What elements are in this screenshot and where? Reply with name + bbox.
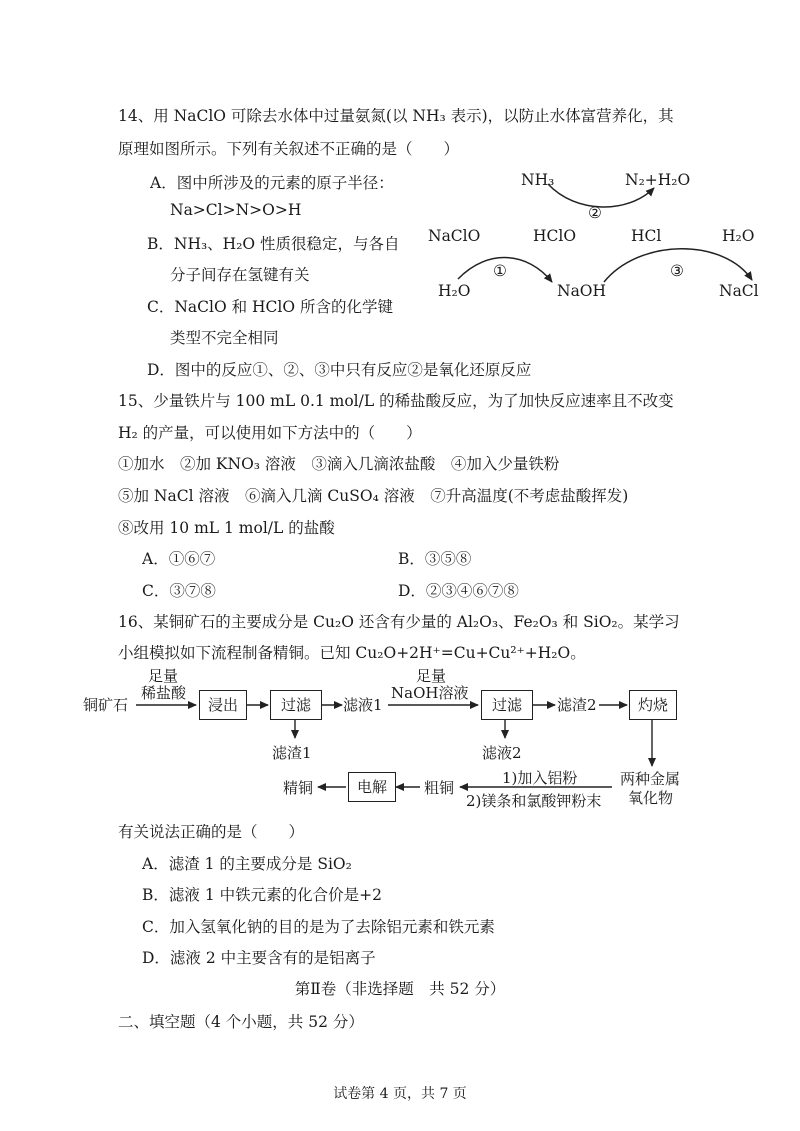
flow-box-roast: 灼烧 [629,690,677,720]
flow-box-leach: 浸出 [199,690,247,720]
diagram-mark-3: ③ [670,262,684,280]
section2-title: 第Ⅱ卷（非选择题 共 52 分） [294,980,506,998]
q15-option-d: D．②③④⑥⑦⑧ [398,582,519,600]
q14-option-b-line1: B．NH₃、H₂O 性质很稳定，与各自 [147,235,400,253]
q14-option-b-line2: 分子间存在氢键有关 [170,266,310,284]
diagram-h2o-left: H₂O [438,282,471,300]
flow-crude-cu: 粗铜 [424,779,455,797]
diagram-mark-2: ② [588,204,602,222]
flow-residue1: 滤渣1 [272,744,312,762]
flow-reagent1-top: 足量 [148,667,179,685]
flow-refined-cu: 精铜 [283,779,314,797]
section2-heading: 二、填空题（4 个小题，共 52 分） [118,1013,364,1031]
q14-option-a-line2: Na>Cl>N>O>H [170,201,302,219]
q16-option-a: A．滤渣 1 的主要成分是 SiO₂ [142,855,352,873]
q14-option-a-line1: A．图中所涉及的元素的原子半径： [150,174,394,192]
q16-stem-line1: 16、某铜矿石的主要成分是 Cu₂O 还含有少量的 Al₂O₃、Fe₂O₃ 和 SiO₂。某学习 [118,613,680,631]
flow-box-electrolysis: 电解 [348,772,396,802]
flow-step-mg: 2)镁条和氯酸钾粉末 [466,792,602,810]
flow-step-add-al: 1)加入铝粉 [502,769,578,787]
diagram-hcl: HCl [631,227,662,245]
flow-oxides-line2: 氧化物 [628,789,674,807]
diagram-naclo: NaClO [428,227,481,245]
q16-option-d: D．滤液 2 中主要含有的是铝离子 [142,949,376,967]
diagram-hclo: HClO [533,227,577,245]
diagram-naoh: NaOH [557,282,607,300]
flow-box-filter1: 过滤 [270,690,322,720]
q16-option-c: C．加入氢氧化钠的目的是为了去除铝元素和铁元素 [142,918,495,936]
q16-stem-line2: 小组模拟如下流程制备精铜。已知 Cu₂O+2H⁺=Cu+Cu²⁺+H₂O。 [118,644,586,662]
diagram-nacl: NaCl [719,282,759,300]
diagram-nh3: NH₃ [521,171,555,189]
flow-filtrate2: 滤液2 [482,744,522,762]
q16-ask: 有关说法正确的是（ ） [118,823,305,841]
q14-option-c-line1: C．NaClO 和 HClO 所含的化学键 [147,298,394,316]
flow-oxides-line1: 两种金属 [620,770,681,788]
flow-ore: 铜矿石 [83,696,129,714]
q14-option-c-line2: 类型不完全相同 [170,329,279,347]
page-footer: 试卷第 4 页，共 7 页 [333,1086,467,1102]
q15-stem-line2: H₂ 的产量，可以使用如下方法中的（ ） [118,424,422,442]
q15-methods-line3: ⑧改用 10 mL 1 mol/L 的盐酸 [118,519,335,537]
diagram-mark-1: ① [493,262,507,280]
q15-methods-line2: ⑤加 NaCl 溶液 ⑥滴入几滴 CuSO₄ 溶液 ⑦升高温度(不考虑盐酸挥发) [118,487,629,505]
flow-box-filter2: 过滤 [481,690,533,720]
q14-stem-line2: 原理如图所示。下列有关叙述不正确的是（ ） [118,140,460,158]
flow-reagent2-bottom: NaOH溶液 [391,684,469,702]
q15-option-c: C．③⑦⑧ [142,582,216,600]
q14-option-d: D．图中的反应①、②、③中只有反应②是氧化还原反应 [147,361,532,379]
q15-stem-line1: 15、少量铁片与 100 mL 0.1 mol/L 的稀盐酸反应，为了加快反应速率且不改变 [118,392,674,410]
flow-residue2: 滤渣2 [557,696,597,714]
flow-filtrate1: 滤液1 [343,696,383,714]
q15-option-b: B．③⑤⑧ [398,550,472,568]
q16-option-b: B．滤液 1 中铁元素的化合价是+2 [142,886,382,904]
q15-methods-line1: ①加水 ②加 KNO₃ 溶液 ③滴入几滴浓盐酸 ④加入少量铁粉 [118,455,560,473]
flow-reagent2-top: 足量 [416,667,447,685]
q15-option-a: A．①⑥⑦ [142,550,216,568]
diagram-h2o-right: H₂O [722,227,755,245]
flow-reagent1-bottom: 稀盐酸 [141,684,187,702]
diagram-n2-h2o: N₂+H₂O [625,171,691,189]
q14-stem-line1: 14、用 NaClO 可除去水体中过量氨氮(以 NH₃ 表示)，以防止水体富营养化，其 [118,107,674,125]
